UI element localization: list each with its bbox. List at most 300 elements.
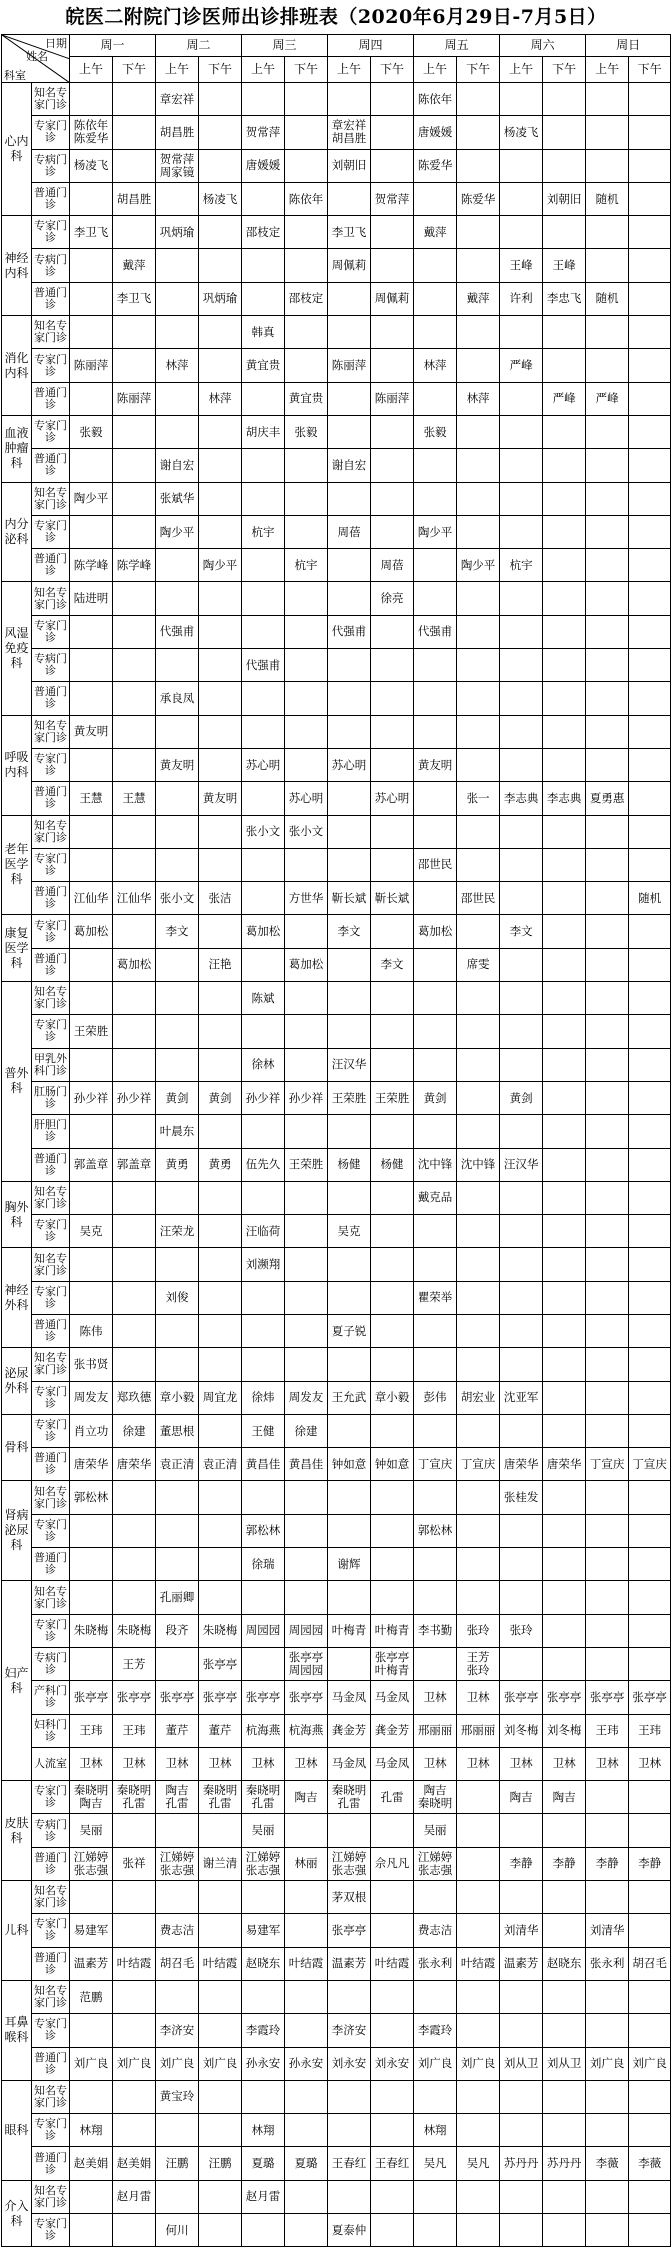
doctor-cell [242,1348,285,1381]
doctor-cell [199,1881,242,1914]
doctor-cell [113,515,156,548]
doctor-cell [242,182,285,215]
doctor-cell: 陈依年 [285,182,328,215]
doctor-cell [328,982,371,1015]
doctor-cell [328,1481,371,1514]
doctor-cell: 钟如意 [371,1448,414,1481]
doctor-cell [242,1314,285,1347]
doctor-cell [543,449,586,482]
doctor-cell [586,1481,629,1514]
doctor-cell [242,1281,285,1314]
schedule-row [2,1881,671,1914]
doctor-cell [199,149,242,182]
doctor-cell: 吴丽 [70,1814,113,1847]
doctor-cell [543,1614,586,1647]
doctor-cell [285,582,328,615]
doctor-cell [457,349,500,382]
doctor-cell [199,83,242,116]
department-name: 血液肿瘤科 [2,415,32,482]
doctor-cell [242,582,285,615]
doctor-cell [414,449,457,482]
doctor-cell [199,2080,242,2113]
doctor-cell [543,1015,586,1048]
doctor-cell [199,116,242,149]
doctor-cell [543,948,586,981]
doctor-cell: 吴丽 [242,1814,285,1847]
doctor-cell [629,1548,671,1581]
doctor-cell: 张祥 [113,1847,156,1880]
doctor-cell [156,1314,199,1347]
doctor-cell [629,1914,671,1947]
doctor-cell: 章宏祥 胡昌胜 [328,116,371,149]
doctor-cell [285,1814,328,1847]
schedule-row [2,649,671,682]
doctor-cell [328,282,371,315]
doctor-cell [500,2114,543,2147]
doctor-cell: 林萍 [414,349,457,382]
doctor-cell [586,1414,629,1447]
clinic-type: 专家门诊 [32,2014,70,2047]
doctor-cell: 巩炳瑜 [199,282,242,315]
doctor-cell: 江娣婷 张志强 [70,1847,113,1880]
doctor-cell [113,715,156,748]
doctor-cell: 王玮 [629,1714,671,1747]
doctor-cell [371,748,414,781]
doctor-cell [371,1015,414,1048]
doctor-cell [371,1215,414,1248]
doctor-cell [543,1548,586,1581]
doctor-cell [156,1248,199,1281]
doctor-cell: 张永利 [414,1947,457,1980]
schedule-row [2,415,671,448]
doctor-cell: 张亭亭 叶梅青 [371,1647,414,1680]
doctor-cell [328,1281,371,1314]
doctor-cell [113,1281,156,1314]
doctor-cell [629,1314,671,1347]
doctor-cell [113,582,156,615]
doctor-cell: 江娣婷 张志强 [328,1847,371,1880]
doctor-cell [371,1181,414,1214]
doctor-cell [543,1048,586,1081]
doctor-cell: 张书贤 [70,1348,113,1381]
doctor-cell: 陈爱华 [457,182,500,215]
doctor-cell [199,848,242,881]
doctor-cell [371,1914,414,1947]
doctor-cell [242,1980,285,2013]
clinic-type: 产科门诊 [32,1681,70,1714]
doctor-cell: 张亭亭 [199,1647,242,1680]
doctor-cell: 陈伟 [70,1314,113,1347]
doctor-cell [457,249,500,282]
doctor-cell: 董芹 [199,1714,242,1747]
doctor-cell: 卫林 [457,1681,500,1714]
doctor-cell [629,848,671,881]
doctor-cell: 王峰 [500,249,543,282]
doctor-cell [285,515,328,548]
doctor-cell [70,1548,113,1581]
doctor-cell [199,449,242,482]
doctor-cell [629,249,671,282]
doctor-cell [457,748,500,781]
doctor-cell [199,815,242,848]
doctor-cell [414,582,457,615]
doctor-cell [586,715,629,748]
doctor-cell [242,2080,285,2113]
doctor-cell [586,649,629,682]
doctor-cell [328,1647,371,1680]
doctor-cell [457,1314,500,1347]
doctor-cell [457,216,500,249]
doctor-cell: 温素芳 [70,1947,113,1980]
doctor-cell: 张玲 [500,1614,543,1647]
doctor-cell: 刘清华 [500,1914,543,1947]
doctor-cell: 刘广良 [113,2047,156,2080]
department-name: 呼吸内科 [2,715,32,815]
doctor-cell [629,1215,671,1248]
doctor-cell [500,848,543,881]
doctor-cell: 刘从卫 [543,2047,586,2080]
doctor-cell: 王玮 [113,1714,156,1747]
doctor-cell: 黄昌佳 [242,1448,285,1481]
doctor-cell [629,715,671,748]
doctor-cell [543,848,586,881]
doctor-cell [500,1015,543,1048]
doctor-cell [113,2014,156,2047]
doctor-cell [457,316,500,349]
doctor-cell [113,116,156,149]
doctor-cell: 陶吉 秦晓明 [414,1781,457,1814]
doctor-cell [285,2080,328,2113]
doctor-cell [500,1548,543,1581]
doctor-cell: 夏璐 [285,2147,328,2180]
doctor-cell [629,282,671,315]
doctor-cell: 张毅 [414,415,457,448]
doctor-cell: 卫林 [414,1681,457,1714]
doctor-cell [457,1847,500,1880]
doctor-cell [543,216,586,249]
doctor-cell: 杭宇 [285,549,328,582]
doctor-cell [285,715,328,748]
doctor-cell: 章小毅 [371,1381,414,1414]
doctor-cell [543,1181,586,1214]
doctor-cell [629,2080,671,2113]
doctor-cell: 夏璐 [242,2147,285,2180]
doctor-cell: 郭松林 [70,1481,113,1514]
doctor-cell [500,83,543,116]
doctor-cell [70,1248,113,1281]
doctor-cell [629,2014,671,2047]
doctor-cell: 汪荣龙 [156,1215,199,1248]
schedule-row [2,1548,671,1581]
doctor-cell [629,83,671,116]
doctor-cell [70,449,113,482]
clinic-type: 普通门诊 [32,549,70,582]
schedule-row [2,748,671,781]
doctor-cell [242,1181,285,1214]
doctor-cell: 丁宣庆 [414,1448,457,1481]
doctor-cell [414,1348,457,1381]
doctor-cell [414,1048,457,1081]
doctor-cell [371,1348,414,1381]
doctor-cell [199,1348,242,1381]
doctor-cell [70,649,113,682]
doctor-cell [543,116,586,149]
doctor-cell [457,1581,500,1614]
clinic-type: 专家门诊 [32,848,70,881]
doctor-cell: 丁宣庆 [457,1448,500,1481]
doctor-cell [285,1481,328,1514]
doctor-cell [586,682,629,715]
department-name: 老年医学科 [2,815,32,915]
doctor-cell [543,349,586,382]
doctor-cell [371,615,414,648]
doctor-cell [371,1548,414,1581]
doctor-cell: 张亭亭 [629,1681,671,1714]
doctor-cell [285,83,328,116]
doctor-cell [629,748,671,781]
doctor-cell: 巩炳瑜 [156,216,199,249]
doctor-cell [586,1980,629,2013]
doctor-cell [113,848,156,881]
doctor-cell: 徐林 [242,1048,285,1081]
doctor-cell [586,1181,629,1214]
doctor-cell: 苏心明 [371,782,414,815]
doctor-cell [586,1215,629,1248]
doctor-cell: 贺常萍 周家镜 [156,149,199,182]
doctor-cell [543,682,586,715]
clinic-type: 知名专家门诊 [32,1248,70,1281]
schedule-row [2,249,671,282]
doctor-cell [113,649,156,682]
clinic-type: 专家门诊 [32,1015,70,1048]
doctor-cell [70,848,113,881]
doctor-cell: 胡昌胜 [113,182,156,215]
clinic-type: 专病门诊 [32,149,70,182]
doctor-cell: 张亭亭 [328,1914,371,1947]
am-header: 上午 [586,57,629,83]
doctor-cell: 黄友明 [414,748,457,781]
doctor-cell [199,316,242,349]
doctor-cell: 王健 [242,1414,285,1447]
am-header: 上午 [156,57,199,83]
doctor-cell [586,915,629,948]
doctor-cell [156,249,199,282]
clinic-type: 专家门诊 [32,116,70,149]
doctor-cell [586,415,629,448]
doctor-cell: 瞿荣举 [414,1281,457,1314]
doctor-cell [199,1215,242,1248]
doctor-cell: 周园园 [285,1614,328,1647]
doctor-cell: 贺常萍 [242,116,285,149]
doctor-cell [285,1314,328,1347]
schedule-row [2,715,671,748]
department-name: 泌尿外科 [2,1348,32,1415]
clinic-type: 专病门诊 [32,1647,70,1680]
doctor-cell: 黄剑 [199,1081,242,1114]
doctor-cell: 李志典 [543,782,586,815]
doctor-cell [242,1115,285,1148]
pm-header: 下午 [199,57,242,83]
doctor-cell: 王允武 [328,1381,371,1414]
doctor-cell [457,149,500,182]
department-name: 耳鼻喉科 [2,1980,32,2080]
doctor-cell: 王荣胜 [328,1081,371,1114]
clinic-type: 专家门诊 [32,615,70,648]
schedule-row [2,815,671,848]
doctor-cell [70,282,113,315]
doctor-cell: 陈斌 [242,982,285,1015]
clinic-type: 肛肠门诊 [32,1081,70,1114]
doctor-cell: 杨健 [371,1148,414,1181]
doctor-cell [371,1414,414,1447]
doctor-cell [371,2114,414,2147]
clinic-type: 普通门诊 [32,882,70,915]
schedule-row [2,1115,671,1148]
doctor-cell [156,782,199,815]
date-label: 日期 [45,37,67,50]
clinic-type: 知名专家门诊 [32,715,70,748]
doctor-cell: 赵月雷 [242,2180,285,2213]
doctor-cell [199,682,242,715]
doctor-cell [543,582,586,615]
doctor-cell: 易建军 [70,1914,113,1947]
doctor-cell [414,182,457,215]
doctor-cell: 杭海燕 [285,1714,328,1747]
doctor-cell [500,216,543,249]
doctor-cell: 杨健 [328,1148,371,1181]
doctor-cell [371,1248,414,1281]
doctor-cell: 孙永安 [285,2047,328,2080]
doctor-cell: 张亭亭 [113,1681,156,1714]
doctor-cell [500,1314,543,1347]
schedule-row [2,116,671,149]
doctor-cell [285,1215,328,1248]
doctor-cell [156,182,199,215]
doctor-cell [414,2080,457,2113]
doctor-cell [328,482,371,515]
schedule-table [1,34,671,2247]
doctor-cell [500,882,543,915]
doctor-cell [457,1481,500,1514]
doctor-cell [457,482,500,515]
doctor-cell: 戴克品 [414,1181,457,1214]
doctor-cell: 汪临荷 [242,1215,285,1248]
doctor-cell [328,948,371,981]
schedule-row [2,782,671,815]
clinic-type: 专家门诊 [32,1281,70,1314]
schedule-row [2,1081,671,1114]
doctor-cell [371,1281,414,1314]
doctor-cell [586,848,629,881]
schedule-row [2,1980,671,2013]
doctor-cell: 刘广良 [199,2047,242,2080]
doctor-cell: 秦晓明 孔雷 [242,1781,285,1814]
doctor-cell: 沈中锋 [414,1148,457,1181]
doctor-cell [457,2014,500,2047]
department-name: 内分泌科 [2,482,32,582]
doctor-cell: 林翔 [242,2114,285,2147]
doctor-cell [500,1115,543,1148]
schedule-row [2,515,671,548]
doctor-cell: 王芳 [113,1647,156,1680]
doctor-cell: 戴萍 [414,216,457,249]
doctor-cell [285,748,328,781]
doctor-cell [457,715,500,748]
doctor-cell [457,1881,500,1914]
doctor-cell: 马金凤 [328,1681,371,1714]
doctor-cell: 苏心明 [328,748,371,781]
doctor-cell: 杭宇 [500,549,543,582]
doctor-cell [543,2214,586,2247]
doctor-cell: 黄友明 [199,782,242,815]
doctor-cell [328,682,371,715]
department-name: 胸外科 [2,1181,32,1248]
doctor-cell [199,582,242,615]
doctor-cell [70,815,113,848]
doctor-cell: 沈亚军 [500,1381,543,1414]
doctor-cell: 丁宣庆 [586,1448,629,1481]
doctor-cell [457,2180,500,2213]
doctor-cell: 叶梅青 [371,1614,414,1647]
am-header: 上午 [414,57,457,83]
doctor-cell: 李文 [371,948,414,981]
doctor-cell [586,982,629,1015]
doctor-cell [457,1914,500,1947]
doctor-cell [199,1980,242,2013]
doctor-cell: 卫林 [285,1747,328,1780]
doctor-cell: 汪鹏 [156,2147,199,2180]
doctor-cell: 秦晓明 陶吉 [70,1781,113,1814]
doctor-cell: 邢丽丽 [457,1714,500,1747]
doctor-cell [199,1581,242,1614]
doctor-cell [414,2180,457,2213]
doctor-cell [328,815,371,848]
doctor-cell: 黄剑 [500,1081,543,1114]
doctor-cell: 陶吉 [285,1781,328,1814]
doctor-cell [543,1115,586,1148]
name-label: 姓名 [26,50,48,63]
doctor-cell [457,649,500,682]
doctor-cell: 秦晓明 孔雷 [199,1781,242,1814]
doctor-cell [586,1015,629,1048]
doctor-cell [285,116,328,149]
doctor-cell [113,1581,156,1614]
day-header: 周日 [586,35,671,57]
doctor-cell [285,2214,328,2247]
doctor-cell [285,1115,328,1148]
pm-header: 下午 [285,57,328,83]
doctor-cell [70,83,113,116]
doctor-cell: 席雯 [457,948,500,981]
doctor-cell [371,349,414,382]
doctor-cell: 陶少平 [70,482,113,515]
schedule-row [2,615,671,648]
doctor-cell: 李济安 [328,2014,371,2047]
doctor-cell [113,482,156,515]
doctor-cell: 卫林 [457,1747,500,1780]
doctor-cell: 夏勇惠 [586,782,629,815]
doctor-cell [500,1514,543,1547]
doctor-cell: 孔雷 [371,1781,414,1814]
schedule-row [2,1714,671,1747]
doctor-cell [371,1115,414,1148]
doctor-cell: 徐建 [285,1414,328,1447]
doctor-cell: 张亭亭 [70,1681,113,1714]
doctor-cell: 王玮 [70,1714,113,1747]
clinic-type: 知名专家门诊 [32,83,70,116]
doctor-cell [371,1980,414,2013]
doctor-cell [199,2014,242,2047]
